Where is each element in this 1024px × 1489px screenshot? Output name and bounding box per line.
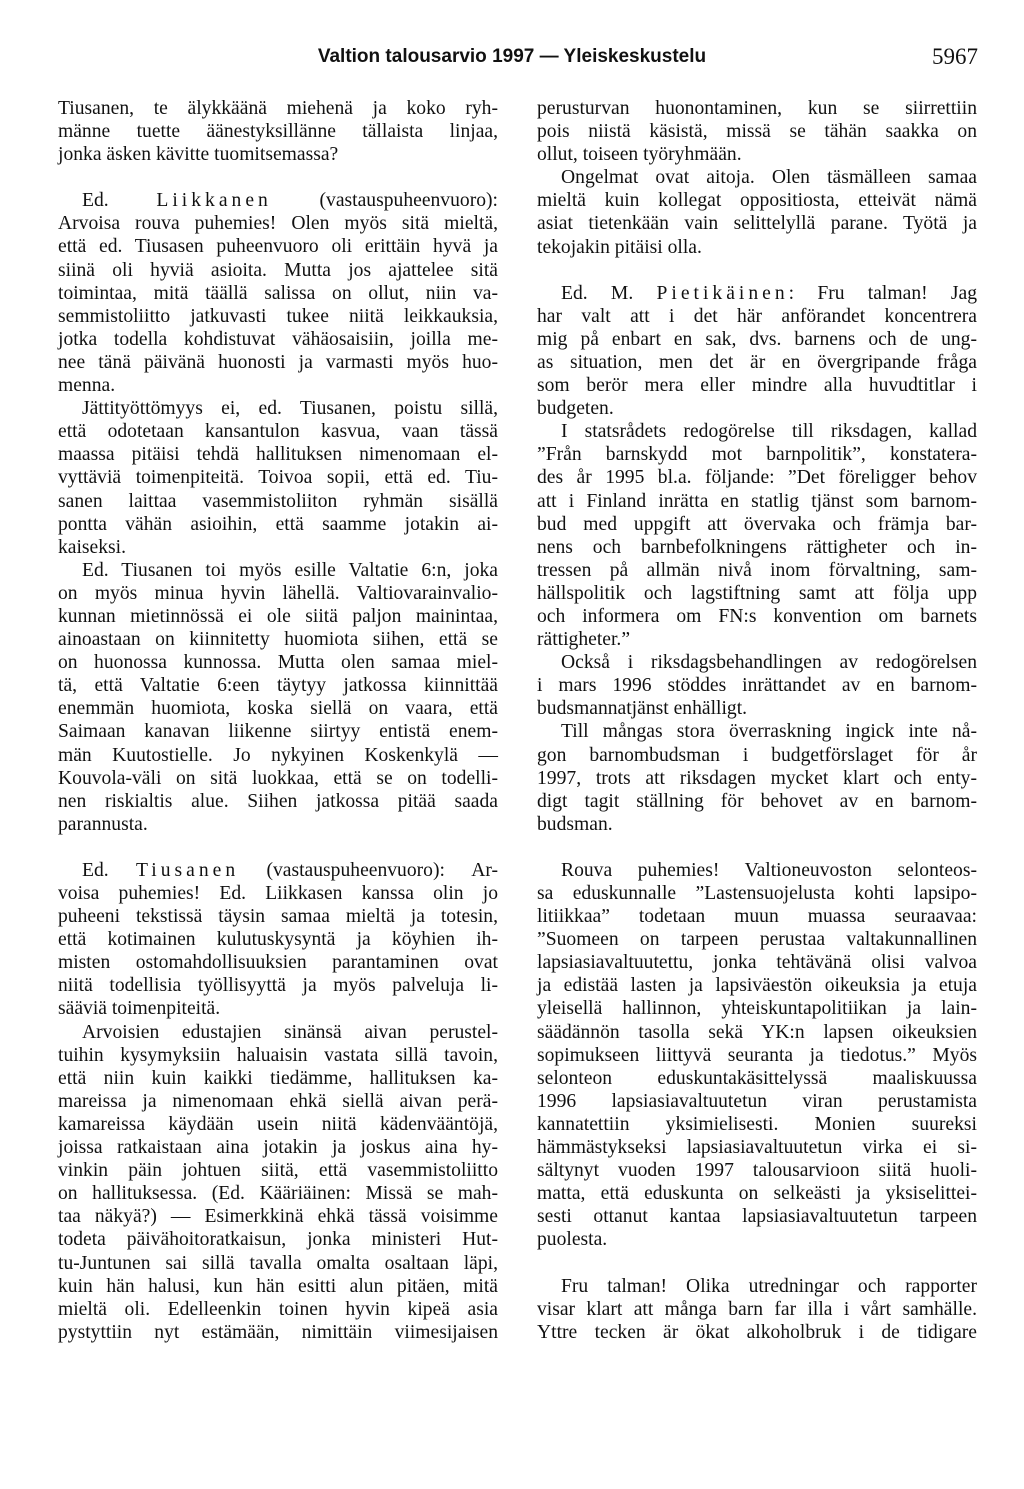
text-line: rättigheter.”	[537, 629, 631, 651]
paragraph	[537, 859, 977, 1252]
text-line: att i Finland inrätta en statlig tjänst som barnom-	[537, 490, 977, 512]
speech-first-line	[58, 859, 498, 882]
text-line: män Kuutostielle. Jo nykyinen Koskenkylä —	[58, 744, 498, 766]
page-number: 5967	[932, 44, 978, 69]
text-line: parannusta.	[58, 813, 148, 835]
text-line: mareissa ja nimenomaan ehkä siellä aivan perä-	[58, 1090, 498, 1112]
speaker-name: Pietikäinen	[656, 282, 789, 304]
text-line: on huonossa kunnossa. Mutta olen samaa miel-	[58, 652, 498, 674]
text-line: Kouvola-väli on sitä luokkaa, että se on todelli-	[58, 767, 498, 789]
text-line: Ed. Tiusanen toi myös esille Valtatie 6:n, joka	[82, 559, 498, 581]
text-line: voisa puhemies! Ed. Liikkasen kanssa olin jo	[58, 883, 498, 904]
text-line: jotka todella kohdistuvat vähäosaisiin, joilla me-	[58, 328, 498, 350]
text-line: gon barnombudsman i budgetförslaget för år	[537, 744, 977, 766]
text-line: sesti ottanut kantaa lapsiasiavaltuutetun tarpeen	[537, 1206, 977, 1228]
text-line: tu-Juntunen sai sillä tavalla omalta osaltaan läpi,	[58, 1252, 498, 1274]
paragraph	[58, 97, 498, 166]
text-line: joissa ratkaistaan aina jotakin ja joskus aina hy-	[58, 1137, 498, 1159]
text-line: pois niistä käsistä, missä se tähän saakka on	[537, 121, 977, 143]
text-line: matta, että eduskunta on selkeästi ja yksiselittei-	[537, 1183, 977, 1205]
text-line: jonka äsken kävitte tuomitsemassa?	[58, 144, 339, 166]
speech-paragraph	[537, 282, 977, 421]
speaker-name: Liikkanen	[156, 190, 272, 212]
text-fragment: (vastauspuheenvuoro): Ar-	[239, 859, 498, 881]
text-line: vinkin päin johtuen siitä, että vasemmistoliitto	[58, 1160, 498, 1182]
text-line: että niin kuin kaikki tiedämme, hallituksen ka-	[58, 1067, 498, 1089]
text-line: tekojakin pitäisi olla.	[537, 236, 702, 258]
text-line: hämmästykseksi lapsiasiavaltuutetun virka ei si-	[537, 1137, 977, 1159]
text-line: Tiusanen, te älykkäänä miehenä ja koko ryh-	[58, 98, 498, 119]
running-title: Valtion talousarvio 1997 — Yleiskeskustelu	[317, 46, 707, 67]
text-line: yleisellä hallinnon, yhteiskuntapolitiikan ja lain-	[537, 998, 977, 1020]
text-line: säädännön tasolla sekä YK:n lapsen oikeuksien	[537, 1021, 977, 1043]
text-line: Till mångas stora överraskning ingick inte nå-	[561, 721, 977, 743]
text-line: mieltä oli. Edelleenkin toinen hyvin kipeä asia	[58, 1298, 498, 1320]
speech-paragraph	[58, 859, 498, 1021]
speaker-prefix: Ed.	[82, 190, 157, 212]
text-line: maassa pitäisi tehdä hallituksen nimenomaan el-	[58, 444, 498, 466]
text-line: ”Suomeen on tarpeen perustaa valtakunnallinen	[537, 929, 977, 951]
text-line: enemmän huomiota, koska siellä on vaara, että	[58, 698, 498, 720]
text-line: sääviä toimenpiteitä.	[58, 998, 221, 1020]
text-line: ollut, toiseen työryhmään.	[537, 144, 742, 166]
paragraph	[58, 559, 498, 836]
text-line: 1996 lapsiasiavaltuutetun viran perustamista	[537, 1090, 977, 1112]
text-line: bud med uppgift att övervaka och främja bar-	[537, 513, 977, 535]
paragraph	[537, 166, 977, 258]
text-line: semmistoliitto jatkuvasti tukee niitä leikkauksia,	[58, 305, 498, 327]
text-line: des år 1995 bl.a. följande: ”Det föreligger behov	[537, 467, 977, 489]
left-column	[58, 97, 498, 1344]
text-line: pystyttiin nyt estämään, nimittäin viimesijaisen	[58, 1321, 498, 1343]
text-line: nee tänä päivänä huonosti ja varmasti myös huo-	[58, 351, 498, 373]
text-line: kannatettiin yksimielisesti. Monien suureksi	[537, 1113, 977, 1135]
text-line: visar klart att många barn far illa i vårt samhälle.	[537, 1298, 977, 1320]
paragraph	[537, 97, 977, 166]
text-line: toimintaa, mitä täällä salissa on ollut, niin va-	[58, 282, 498, 304]
text-line: budsman.	[537, 813, 613, 835]
text-line: mig på enbart en sak, dvs. barnens och de ung-	[537, 328, 977, 350]
paragraph	[537, 651, 977, 720]
text-line: menna.	[58, 375, 116, 397]
paragraph	[58, 397, 498, 559]
text-line: selonteon eduskuntakäsittelyssä maaliskuussa	[537, 1067, 977, 1089]
text-line: sa eduskunnalle ”Lastensuojelusta kohti lapsipo-	[537, 883, 977, 904]
text-line: Fru talman! Olika utredningar och rapporter	[561, 1275, 977, 1297]
speech-first-line	[58, 189, 498, 212]
text-line: som berör mera eller mindre alla huvudtitlar i	[537, 375, 977, 397]
text-fragment: (vastauspuheenvuoro):	[271, 190, 498, 212]
text-line: 1997, trots att riksdagen mycket klart och enty-	[537, 767, 977, 789]
text-line: budsmannatjänst enhälligt.	[537, 698, 748, 720]
text-line: Också i riksdagsbehandlingen av redogörelsen	[561, 652, 977, 674]
text-line: ja edistää lasten ja lapsiväestön oikeuksia ja etuja	[537, 975, 977, 997]
text-line: ”Från barnskydd mot barnpolitik”, konstatera-	[537, 444, 977, 466]
text-line: että ed. Tiusasen puheenvuoro oli erittäin hyvä ja	[58, 236, 498, 258]
text-line: as situation, men det är en övergripande fråga	[537, 351, 977, 373]
text-line: kuin hän halusi, kun hän esitti alun pitäen, mitä	[58, 1275, 498, 1297]
text-line: och informera om FN:s konvention om barnets	[537, 605, 977, 627]
text-line: Rouva puhemies! Valtioneuvoston selonteos-	[561, 859, 977, 881]
text-line: puheeni tekstissä täysin samaa mieltä ja totesin,	[58, 906, 498, 928]
text-line: lapsiasiavaltuutettu, jonka tehtävänä olisi valvoa	[537, 952, 977, 974]
text-line: sanen laittaa vasemmistoliiton ryhmän sisällä	[58, 490, 498, 512]
text-line: mieltä kuin kollegat oppositiosta, etteivät nämä	[537, 190, 977, 212]
text-line: pontta vähän asioihin, että saamme jotakin ai-	[58, 513, 498, 535]
text-line: todeta päivähoitoratkaisun, jonka ministeri Hut-	[58, 1229, 498, 1251]
speech-paragraph	[58, 189, 498, 397]
text-line: sopimukseen liittyvä seuranta ja tiedotus.” Myös	[537, 1044, 977, 1066]
text-line: niitä todellisia työllisyyttä ja myös palveluja li-	[58, 975, 498, 997]
text-line: kaiseksi.	[58, 536, 127, 558]
text-line: puolesta.	[537, 1229, 608, 1251]
text-line: männe tuette äänestyksillänne tällaista linjaa,	[58, 121, 498, 143]
text-line: nens och barnbefolkningens rättigheter och in-	[537, 536, 977, 558]
text-fragment: : Fru talman! Jag	[788, 282, 978, 304]
text-line: taa näkyä?) — Esimerkkinä ehkä tässä voisimme	[58, 1206, 498, 1228]
speaker-prefix: Ed.	[82, 859, 136, 881]
text-line: tä, että Valtatie 6:een täytyy jatkossa kiinnittää	[58, 675, 498, 697]
paragraph	[537, 1275, 977, 1344]
text-line: I statsrådets redogörelse till riksdagen, kallad	[561, 421, 977, 443]
text-line: Arvoisa rouva puhemies! Olen myös sitä mieltä,	[58, 213, 498, 235]
text-line: tressen på allmän nivå inom förvaltning, sam-	[537, 559, 977, 581]
text-line: vyttäviä toimenpiteitä. Toivoa sopii, että ed. Tiu-	[58, 467, 498, 489]
text-line: hällspolitik och lagstiftning samt att följa upp	[537, 582, 977, 604]
text-line: misten ostomahdollisuuksien parantaminen ovat	[58, 952, 498, 974]
text-line: Ongelmat ovat aitoja. Olen täsmälleen samaa	[561, 167, 977, 189]
speaker-prefix: Ed. M.	[561, 282, 657, 304]
text-line: digt tagit ställning för behovet av en barnom-	[537, 790, 977, 812]
text-line: siinä oli hyviä asioita. Mutta jos ajattelee sitä	[58, 259, 498, 281]
text-line: litiikkaa” todetaan muun muassa seuraavaa:	[537, 906, 977, 928]
text-line: kamareissa käydään usein niitä kädenvääntöjä,	[58, 1113, 498, 1135]
paragraph	[537, 420, 977, 651]
running-header	[0, 46, 1024, 76]
text-line: nen riskialtis alue. Siihen jatkossa pitää saada	[58, 790, 498, 812]
paragraph	[537, 720, 977, 835]
text-line: että kotimainen kulutuskysyntä ja köyhien ih-	[58, 929, 498, 951]
text-line: tuihin kysymyksiin haluaisin vastata sillä tavoin,	[58, 1044, 498, 1066]
text-line: perusturvan huonontaminen, kun se siirrettiin	[537, 98, 977, 119]
text-line: budgeten.	[537, 398, 614, 420]
speech-first-line	[537, 282, 977, 305]
text-line: on myös minua hyvin lähellä. Valtiovarainvalio-	[58, 582, 498, 604]
text-line: on hallituksessa. (Ed. Kääriäinen: Missä se mah-	[58, 1183, 498, 1205]
text-line: Yttre tecken är ökat alkoholbruk i de tidigare	[537, 1321, 977, 1343]
text-line: i mars 1996 stöddes inrättandet av en barnom-	[537, 675, 977, 697]
text-line: asiat tietenkään vain selittelyllä parane. Työtä ja	[537, 213, 977, 235]
text-line: kunnan mietinnössä ei ole siitä paljon mainintaa,	[58, 605, 498, 627]
text-line: har valt att i det här anförandet koncentrera	[537, 305, 977, 327]
right-column	[537, 97, 977, 1344]
paragraph	[58, 1021, 498, 1344]
speaker-name: Tiusanen	[136, 859, 240, 881]
text-line: ainoastaan on kiinnitetty huomiota siihen, että se	[58, 629, 498, 651]
text-line: sältynyt vuoden 1997 talousarvioon siitä huoli-	[537, 1160, 977, 1182]
text-line: Saimaan kanavan liikenne siirtyy entistä enem-	[58, 721, 498, 743]
text-line: että odotetaan kansantulon kasvua, vaan tässä	[58, 421, 498, 443]
text-line: Jättityöttömyys ei, ed. Tiusanen, poistu sillä,	[82, 398, 498, 420]
text-line: Arvoisien edustajien sinänsä aivan perustel-	[82, 1021, 498, 1043]
